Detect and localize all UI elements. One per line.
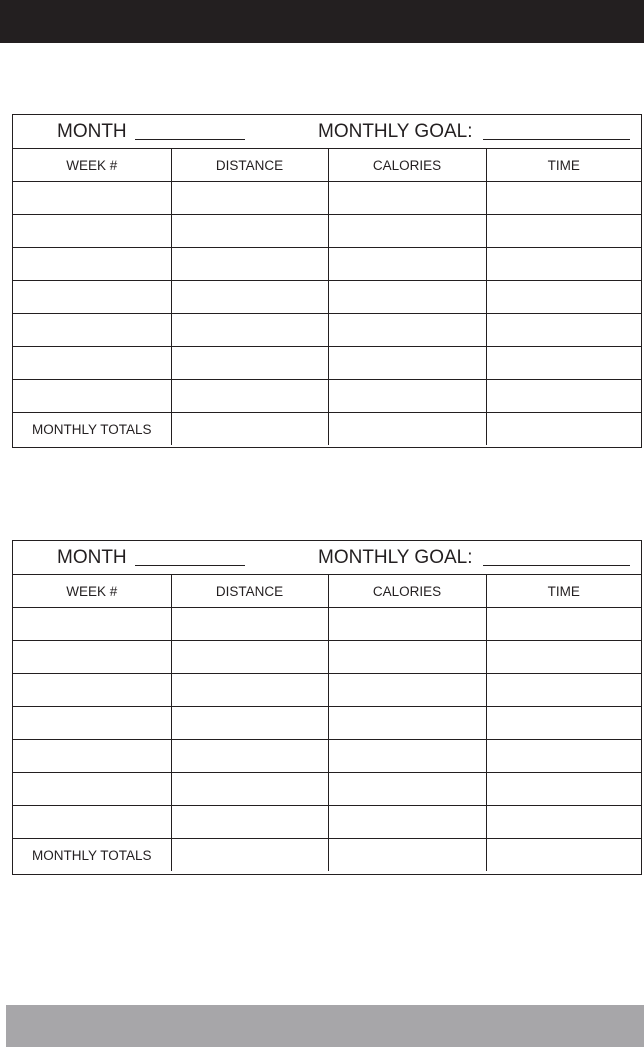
distance-cell[interactable] bbox=[171, 674, 328, 707]
monthly-goal-write-line[interactable] bbox=[483, 565, 630, 566]
week-cell[interactable] bbox=[13, 281, 171, 314]
totals-row bbox=[13, 413, 641, 446]
monthly-goal-write-line[interactable] bbox=[483, 139, 630, 140]
calories-cell[interactable] bbox=[328, 806, 486, 839]
monthly-log-1 bbox=[12, 114, 642, 448]
time-cell[interactable] bbox=[486, 281, 641, 314]
footer-bar bbox=[6, 1005, 644, 1047]
week-cell[interactable] bbox=[13, 641, 171, 674]
month-label: MONTH bbox=[57, 121, 127, 142]
log-header bbox=[13, 541, 641, 575]
month-write-line[interactable] bbox=[135, 565, 245, 566]
calories-cell[interactable] bbox=[328, 182, 486, 215]
distance-cell[interactable] bbox=[171, 182, 328, 215]
week-cell[interactable] bbox=[13, 773, 171, 806]
calories-cell[interactable] bbox=[328, 347, 486, 380]
time-cell[interactable] bbox=[486, 215, 641, 248]
column-header-week: WEEK # bbox=[13, 575, 171, 608]
calories-cell[interactable] bbox=[328, 248, 486, 281]
distance-cell[interactable] bbox=[171, 347, 328, 380]
week-cell[interactable] bbox=[13, 347, 171, 380]
log-table bbox=[13, 149, 641, 445]
distance-cell[interactable] bbox=[171, 707, 328, 740]
table-row bbox=[13, 281, 641, 314]
week-cell[interactable] bbox=[13, 182, 171, 215]
week-cell[interactable] bbox=[13, 248, 171, 281]
column-header-distance: DISTANCE bbox=[171, 149, 328, 182]
table-row bbox=[13, 215, 641, 248]
distance-cell[interactable] bbox=[171, 215, 328, 248]
log-table bbox=[13, 575, 641, 871]
time-cell[interactable] bbox=[486, 674, 641, 707]
week-cell[interactable] bbox=[13, 674, 171, 707]
time-cell[interactable] bbox=[486, 707, 641, 740]
table-row bbox=[13, 314, 641, 347]
distance-total-cell[interactable] bbox=[171, 839, 328, 872]
time-cell[interactable] bbox=[486, 347, 641, 380]
log-header bbox=[13, 115, 641, 149]
table-row bbox=[13, 380, 641, 413]
week-cell[interactable] bbox=[13, 215, 171, 248]
table-header-row bbox=[13, 149, 641, 182]
table-row bbox=[13, 773, 641, 806]
calories-total-cell[interactable] bbox=[328, 413, 486, 446]
calories-cell[interactable] bbox=[328, 380, 486, 413]
time-cell[interactable] bbox=[486, 773, 641, 806]
distance-cell[interactable] bbox=[171, 380, 328, 413]
time-cell[interactable] bbox=[486, 380, 641, 413]
calories-cell[interactable] bbox=[328, 608, 486, 641]
monthly-goal-label: MONTHLY GOAL: bbox=[318, 121, 473, 142]
time-cell[interactable] bbox=[486, 248, 641, 281]
table-row bbox=[13, 608, 641, 641]
distance-cell[interactable] bbox=[171, 773, 328, 806]
calories-cell[interactable] bbox=[328, 215, 486, 248]
column-header-time: TIME bbox=[486, 575, 641, 608]
table-row bbox=[13, 641, 641, 674]
time-cell[interactable] bbox=[486, 806, 641, 839]
distance-cell[interactable] bbox=[171, 281, 328, 314]
table-row bbox=[13, 248, 641, 281]
distance-total-cell[interactable] bbox=[171, 413, 328, 446]
table-row bbox=[13, 674, 641, 707]
month-label: MONTH bbox=[57, 547, 127, 568]
calories-total-cell[interactable] bbox=[328, 839, 486, 872]
time-cell[interactable] bbox=[486, 641, 641, 674]
header-bar bbox=[0, 0, 644, 43]
table-header-row bbox=[13, 575, 641, 608]
week-cell[interactable] bbox=[13, 740, 171, 773]
calories-cell[interactable] bbox=[328, 314, 486, 347]
calories-cell[interactable] bbox=[328, 674, 486, 707]
monthly-log-2 bbox=[12, 540, 642, 875]
distance-cell[interactable] bbox=[171, 740, 328, 773]
distance-cell[interactable] bbox=[171, 641, 328, 674]
week-cell[interactable] bbox=[13, 806, 171, 839]
column-header-week: WEEK # bbox=[13, 149, 171, 182]
column-header-calories: CALORIES bbox=[328, 575, 486, 608]
table-row bbox=[13, 347, 641, 380]
week-cell[interactable] bbox=[13, 380, 171, 413]
table-row bbox=[13, 806, 641, 839]
calories-cell[interactable] bbox=[328, 641, 486, 674]
monthly-goal-label: MONTHLY GOAL: bbox=[318, 547, 473, 568]
distance-cell[interactable] bbox=[171, 608, 328, 641]
time-total-cell[interactable] bbox=[486, 839, 641, 872]
table-row bbox=[13, 707, 641, 740]
calories-cell[interactable] bbox=[328, 281, 486, 314]
calories-cell[interactable] bbox=[328, 773, 486, 806]
calories-cell[interactable] bbox=[328, 707, 486, 740]
week-cell[interactable] bbox=[13, 314, 171, 347]
distance-cell[interactable] bbox=[171, 248, 328, 281]
time-cell[interactable] bbox=[486, 740, 641, 773]
time-cell[interactable] bbox=[486, 314, 641, 347]
totals-row bbox=[13, 839, 641, 872]
week-cell[interactable] bbox=[13, 608, 171, 641]
distance-cell[interactable] bbox=[171, 806, 328, 839]
monthly-totals-label: MONTHLY TOTALS bbox=[13, 839, 171, 872]
column-header-calories: CALORIES bbox=[328, 149, 486, 182]
week-cell[interactable] bbox=[13, 707, 171, 740]
distance-cell[interactable] bbox=[171, 314, 328, 347]
monthly-totals-label: MONTHLY TOTALS bbox=[13, 413, 171, 446]
month-write-line[interactable] bbox=[135, 139, 245, 140]
table-row bbox=[13, 182, 641, 215]
time-total-cell[interactable] bbox=[486, 413, 641, 446]
calories-cell[interactable] bbox=[328, 740, 486, 773]
time-cell[interactable] bbox=[486, 182, 641, 215]
time-cell[interactable] bbox=[486, 608, 641, 641]
table-row bbox=[13, 740, 641, 773]
column-header-distance: DISTANCE bbox=[171, 575, 328, 608]
column-header-time: TIME bbox=[486, 149, 641, 182]
